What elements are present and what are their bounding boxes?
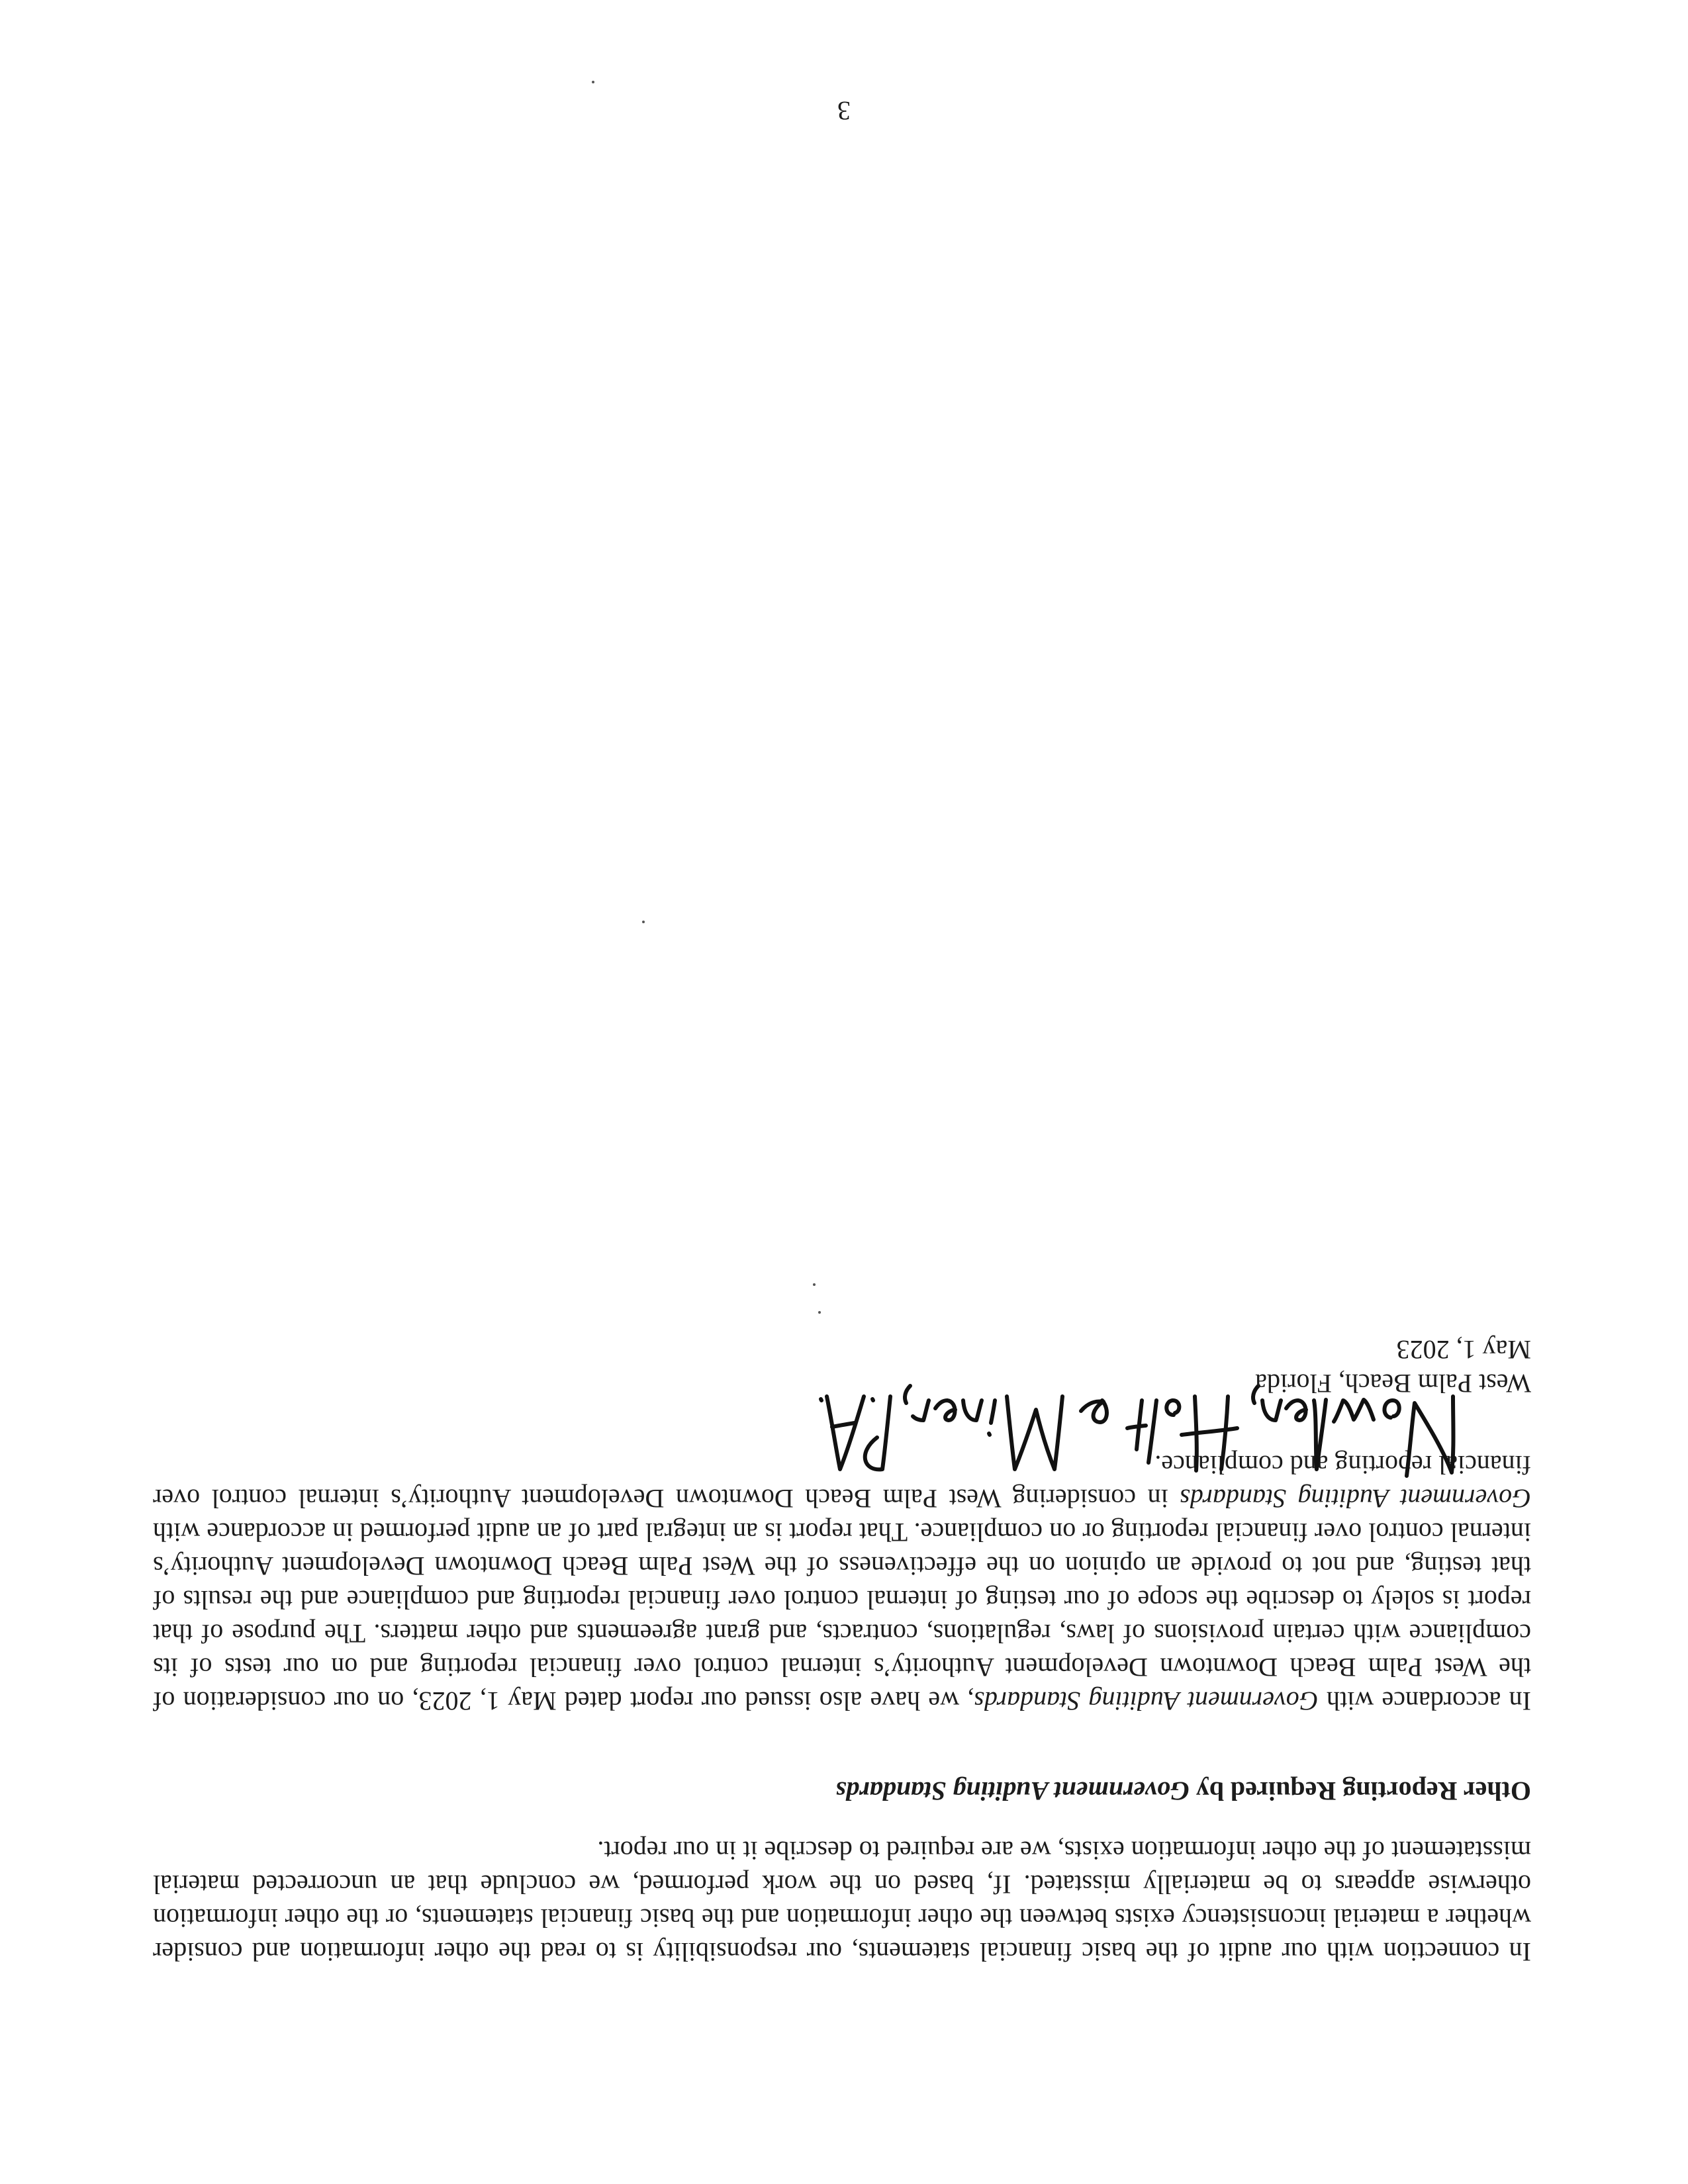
scan-speck	[813, 1283, 816, 1286]
page-number: 3	[837, 96, 851, 126]
paragraph-2-part-3: in considering West Palm Beach Downtown Development Authority’s internal control over financial reporting and compliance.	[153, 1450, 1531, 1514]
scan-speck	[642, 921, 645, 923]
section-heading	[835, 1774, 1531, 1808]
paragraph-other-information: In connection with our audit of the basic financial statements, our responsibility is to read the other information and consider whether a material inconsistency exists between the other information and the basic financial statements, or the other information otherwise appears to be materially misstated. If, based on the work performed, we conclude that an uncorrected material misstatement of the other information exists, we are required to describe it in our report.	[153, 1836, 1531, 1967]
paragraph-2-emphasis-2: Government Auditing Standards	[1180, 1484, 1531, 1514]
report-date: May 1, 2023	[1396, 1335, 1531, 1365]
heading-prefix: Other Reporting Required by	[1189, 1776, 1531, 1806]
paragraph-2-emphasis-1: Government Auditing Standards	[974, 1686, 1319, 1716]
paragraph-2-part-1: In accordance with	[1318, 1686, 1531, 1716]
scan-speck	[592, 81, 594, 83]
paragraph-2-part-2: , we have also issued our report dated May 1, 2023, on our consideration of the West Palm Beach Downtown Development Authority’s internal control over financial reporting and on our tests of its compliance with certain provisions of laws, regulations, contracts, and grant agreements and other matters. The purpose of that report is solely to describe the scope of our testing of internal control over financial reporting and compliance and the results of that testing, and not to provide an opinion on the effectiveness of the West Palm Beach Downtown Development Authority’s internal control over financial reporting or on compliance. That report is an integral part of an audit performed in accordance with	[153, 1518, 1531, 1716]
scan-speck	[818, 1311, 821, 1314]
signature-location: West Palm Beach, Florida	[1255, 1369, 1531, 1398]
heading-emphasis: Government Auditing Standards	[835, 1776, 1190, 1806]
